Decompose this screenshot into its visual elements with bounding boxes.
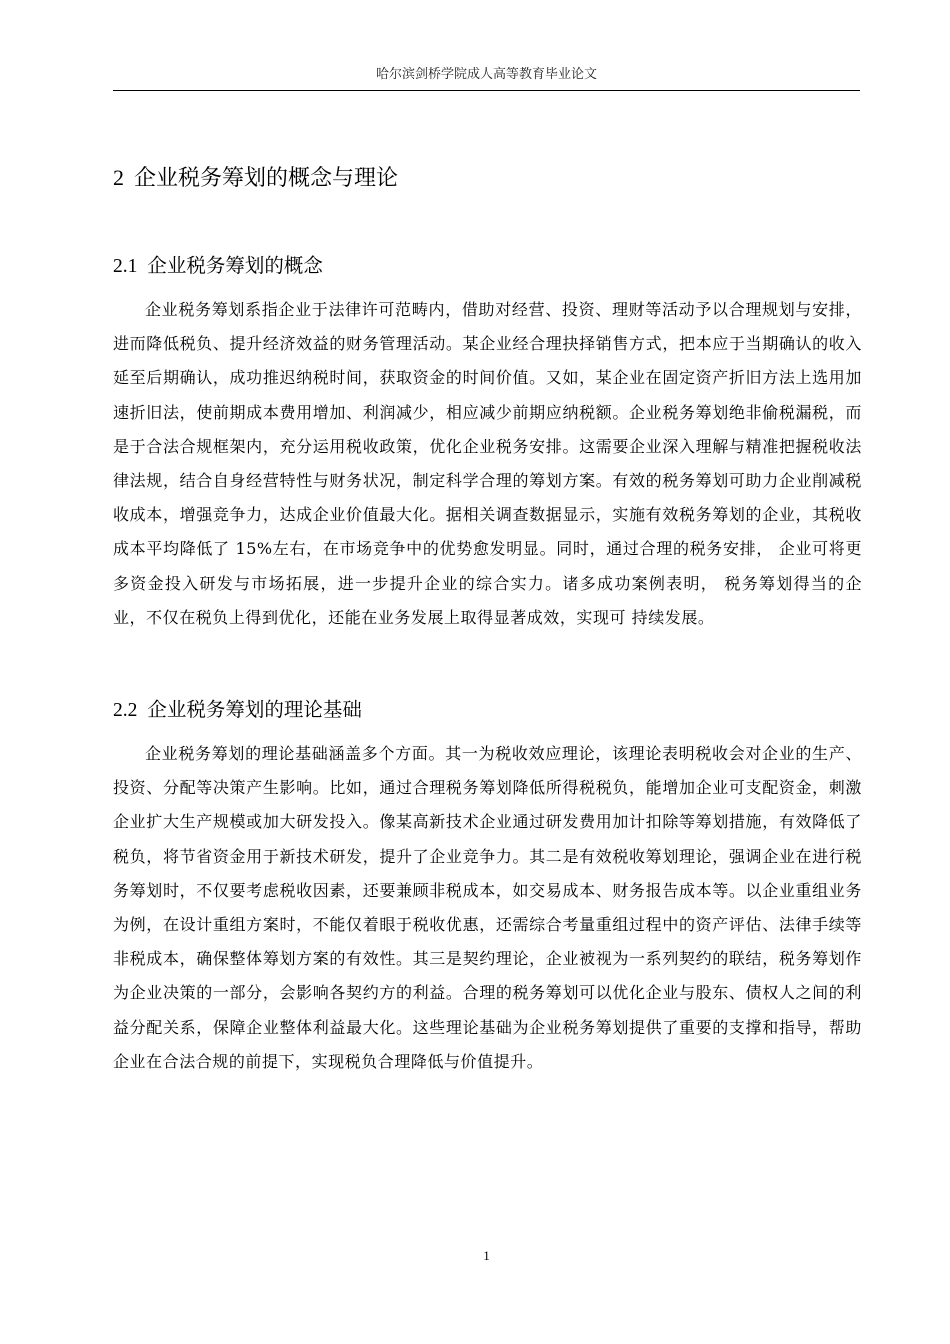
section-title-text: 企业税务筹划的概念: [147, 254, 323, 277]
section-number: 2.1: [113, 256, 138, 277]
chapter-number: 2: [113, 165, 124, 190]
section-number: 2.2: [113, 700, 138, 721]
section-title-2-2: [113, 696, 860, 725]
section-title-2-1: [113, 252, 860, 281]
page-number: 1: [483, 1248, 490, 1263]
chapter-title-text: 企业税务筹划的概念与理论: [134, 166, 399, 191]
page-header: [113, 66, 860, 91]
section-title-text: 企业税务筹划的理论基础: [147, 698, 362, 721]
section-2-2-paragraph: 企业税务筹划的理论基础涵盖多个方面。其一为税收效应理论，该理论表明税收会对企业的生产、投资、分配等决策产生影响。比如，通过合理税务筹划降低所得税税负，能增加企业可支配资金，刺激企业扩大生产规模或加大研发投入。像某高新技术企业通过研发费用加计扣除等筹划措施，有效降低了税负，将节省资金用于新技术研发，提升了企业竞争力。其二是有效税收筹划理论，强调企业在进行税务筹划时，不仅要考虑税收因素，还要兼顾非税成本，如交易成本、财务报告成本等。以企业重组业务为例，在设计重组方案时，不能仅着眼于税收优惠，还需综合考量重组过程中的资产评估、法律手续等非税成本，确保整体筹划方案的有效性。其三是契约理论，企业被视为一系列契约的联结，税务筹划作为企业决策的一部分，会影响各契约方的利益。合理的税务筹划可以优化企业与股东、债权人之间的利益分配关系，保障企业整体利益最大化。这些理论基础为企业税务筹划提供了重要的支撑和指导，帮助企业在合法合规的前提下，实现税负合理降低与价值提升。: [113, 744, 862, 1071]
header-text: 哈尔滨剑桥学院成人高等教育毕业论文: [375, 67, 597, 82]
section-2-1-paragraph: 企业税务筹划系指企业于法律许可范畴内，借助对经营、投资、理财等活动予以合理规划与安排，进而降低税负、提升经济效益的财务管理活动。某企业经合理抉择销售方式，把本应于当期确认的收入延至后期确认，成功推迟纳税时间，获取资金的时间价值。又如，某企业在固定资产折旧方法上选用加速折旧法，使前期成本费用增加、利润减少，相应减少前期应纳税额。企业税务筹划绝非偷税漏税，而是于合法合规框架内，充分运用税收政策，优化企业税务安排。这需要企业深入理解与精准把握税收法律法规，结合自身经营特性与财务状况，制定科学合理的筹划方案。有效的税务筹划可助力企业削减税收成本，增强竞争力，达成企业价值最大化。据相关调查数据显示，实施有效税务筹划的企业，其税收成本平均降低了 15%左右，在市场竞争中的优势愈发明显。同时，通过合理的税务安排， 企业可将更多资金投入研发与市场拓展，进一步提升企业的综合实力。诸多成功案例表明， 税务筹划得当的企业，不仅在税负上得到优化，还能在业务发展上取得显著成效，实现可 持续发展。: [113, 300, 862, 627]
chapter-title: [113, 162, 860, 195]
